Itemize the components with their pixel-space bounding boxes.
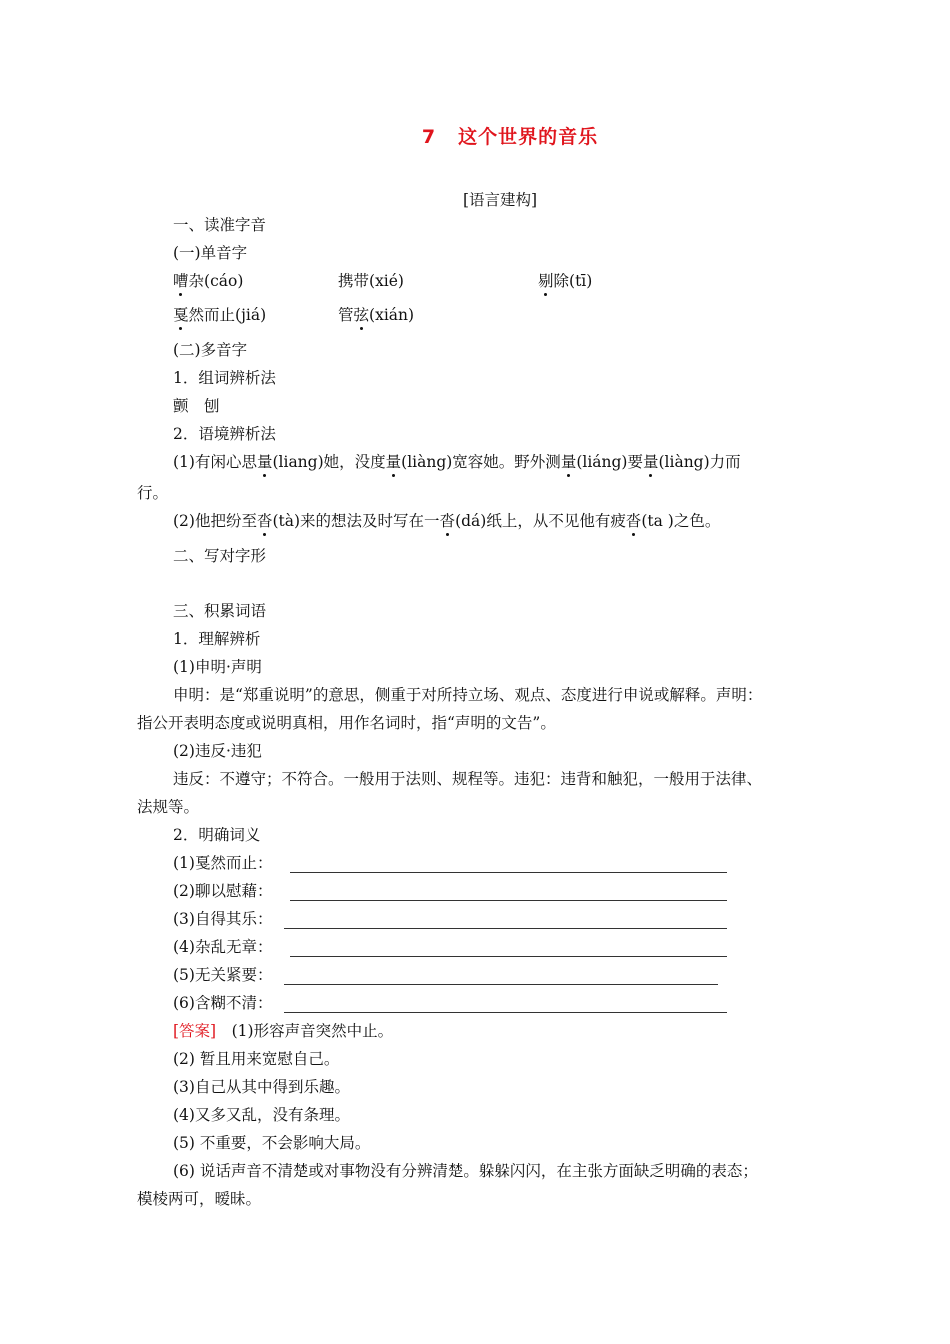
multi-heading: (二)多音字 <box>173 341 248 359</box>
answer-line: (2) 暂且用来宽慰自己。 <box>173 1050 340 1068</box>
meaning-item: (6)含糊不清： <box>173 994 273 1012</box>
answer-tag: [答案] <box>173 1022 217 1040</box>
sentence-1: (1)有闲心思量(liang)她，没度量(liàng)宽容她。野外测量(liáng)要量(liàng)力而 <box>173 453 741 471</box>
pair2-text: 违反：不遵守；不符合。一般用于法则、规程等。违犯：违背和触犯，一般用于法律、 <box>173 770 763 788</box>
single-word-5: 管弦(xián) <box>338 306 415 324</box>
answer-blank[interactable] <box>290 886 727 901</box>
single-word-4: 戛然而止(jiá) <box>173 306 267 324</box>
answer-line: [答案] (1)形容声音突然中止。 <box>173 1022 394 1040</box>
single-word-2: 携带(xié) <box>338 272 404 290</box>
single-heading: (一)单音字 <box>173 244 248 262</box>
single-word-3: 剔除(tī) <box>538 272 593 290</box>
sentence-2: (2)他把纷至沓(tà)来的想法及时写在一沓(dá)纸上，从不见他有疲沓(ta )之色。 <box>173 512 721 530</box>
pair1-text-cont: 指公开表明态度或说明真相，用作名词时，指“声明的文告”。 <box>137 714 556 732</box>
meaning-item: (2)聊以慰藉： <box>173 882 273 900</box>
sentence-1-cont: 行。 <box>137 484 169 502</box>
pair2-text-cont: 法规等。 <box>137 798 200 816</box>
pair1-heading: (1)申明·声明 <box>173 658 262 676</box>
method1-heading: 1．组词辨析法 <box>173 369 276 387</box>
answer-line: (6) 说话声音不清楚或对事物没有分辨清楚。躲躲闪闪，在主张方面缺乏明确的表态； <box>173 1162 758 1180</box>
answer-blank[interactable] <box>290 942 727 957</box>
meaning-heading: 2．明确词义 <box>173 826 261 844</box>
meaning-item: (3)自得其乐： <box>173 910 273 928</box>
answer-line: (5) 不重要，不会影响大局。 <box>173 1134 371 1152</box>
pair1-text: 申明：是“郑重说明”的意思，侧重于对所持立场、观点、态度进行申说或解释。声明： <box>173 686 763 704</box>
answer-blank[interactable] <box>284 998 727 1013</box>
meaning-item: (1)戛然而止： <box>173 854 273 872</box>
part3-heading: 三、积累词语 <box>173 602 267 620</box>
meaning-item: (5)无关紧要： <box>173 966 273 984</box>
answer-line-cont: 模棱两可，暧昧。 <box>137 1190 262 1208</box>
method2-heading: 2．语境辨析法 <box>173 425 276 443</box>
answer-line: (3)自己从其中得到乐趣。 <box>173 1078 350 1096</box>
answer-blank[interactable] <box>290 858 727 873</box>
analysis-heading: 1．理解辨析 <box>173 630 261 648</box>
answer-blank[interactable] <box>284 970 718 985</box>
section-label: [语言建构] <box>462 191 538 209</box>
answer-line: (4)又多又乱，没有条理。 <box>173 1106 350 1124</box>
meaning-item: (4)杂乱无章： <box>173 938 273 956</box>
answer-blank[interactable] <box>284 914 727 929</box>
page-title: 7 这个世界的音乐 <box>421 126 599 148</box>
part1-heading: 一、读准字音 <box>173 216 267 234</box>
single-word-1: 嘈杂(cáo) <box>173 272 244 290</box>
part2-heading: 二、写对字形 <box>173 547 267 565</box>
method1-chars: 颤 刨 <box>173 397 220 415</box>
pair2-heading: (2)违反·违犯 <box>173 742 262 760</box>
